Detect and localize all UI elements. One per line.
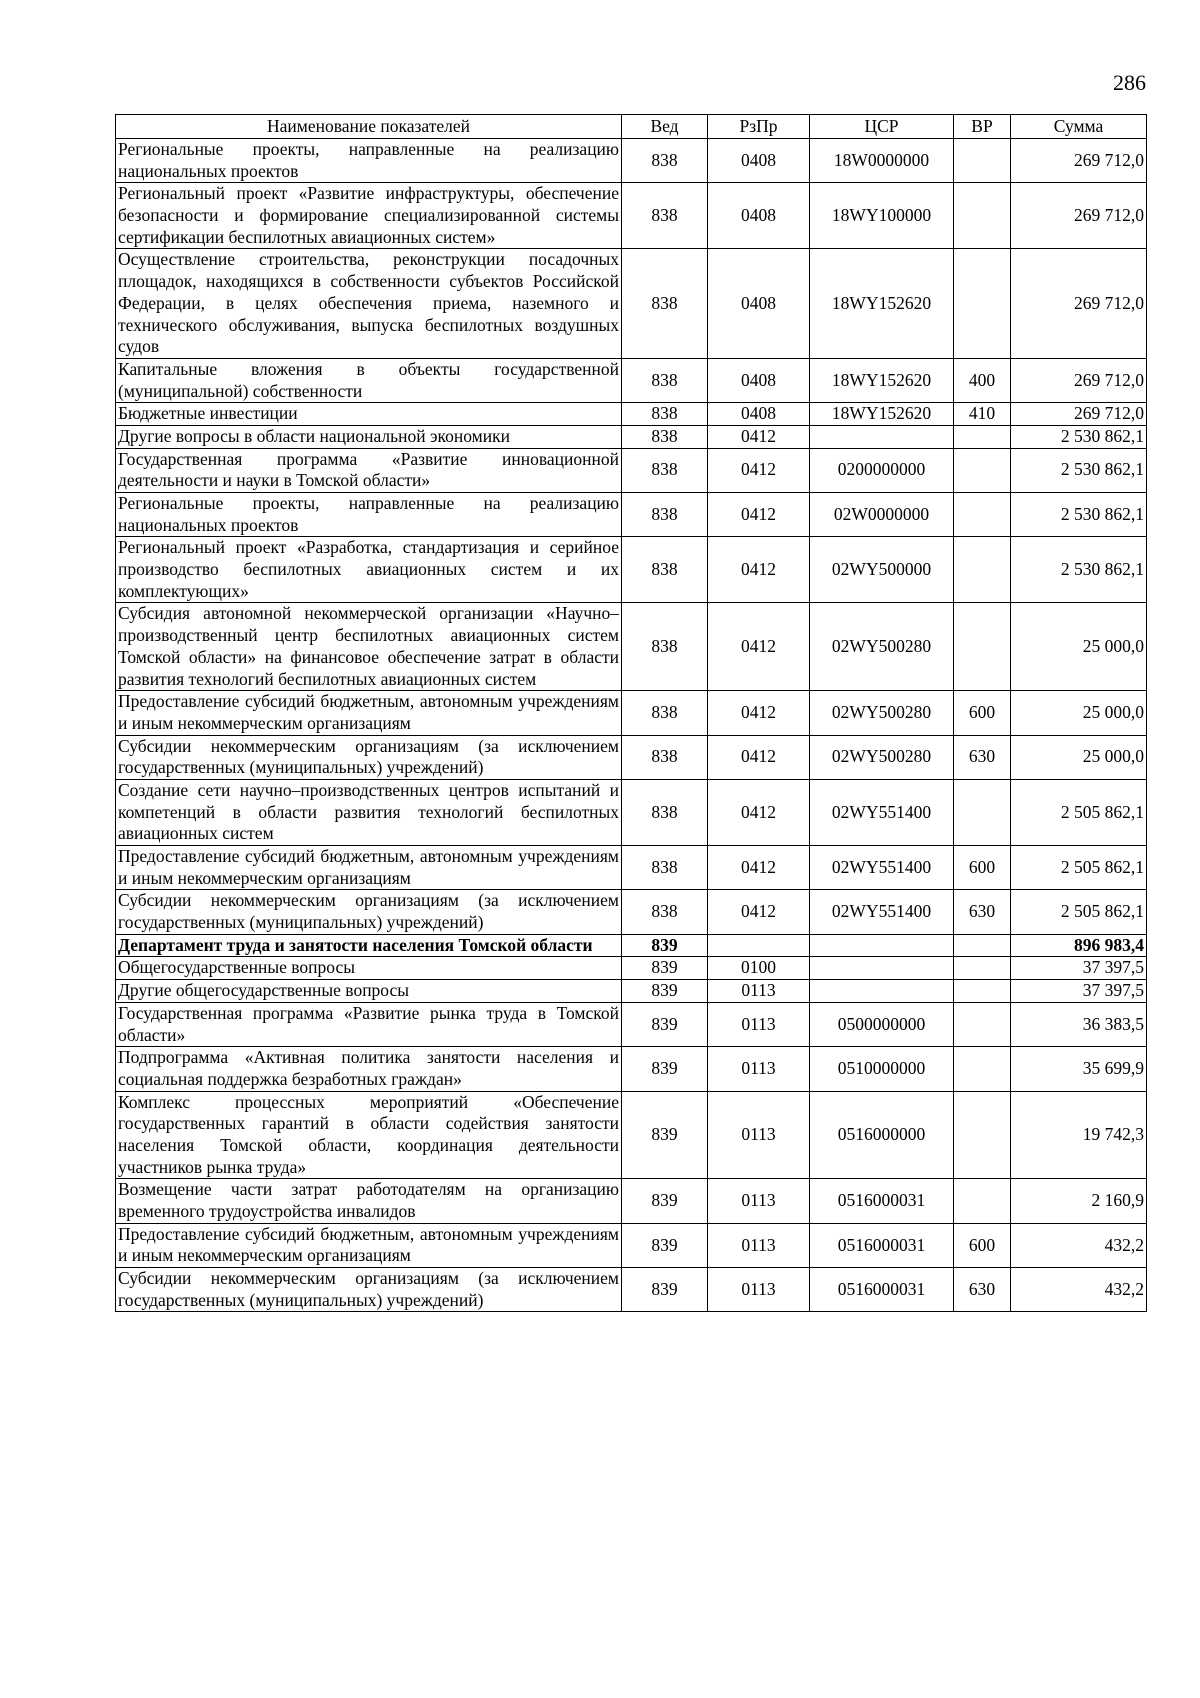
cell-ved: 838 [622, 183, 708, 249]
cell-csr: 02WY500280 [810, 691, 954, 735]
cell-sum: 36 383,5 [1011, 1002, 1147, 1046]
cell-vr [954, 603, 1011, 691]
cell-sum: 25 000,0 [1011, 735, 1147, 779]
cell-rzpr: 0412 [708, 493, 810, 537]
table-row [116, 779, 1147, 845]
cell-rzpr: 0113 [708, 1268, 810, 1312]
cell-sum: 269 712,0 [1011, 139, 1147, 183]
cell-name: Предоставление субсидий бюджетным, автономным учреждениям и иным некоммерческим организациям [116, 1223, 622, 1267]
cell-rzpr: 0412 [708, 691, 810, 735]
cell-sum: 269 712,0 [1011, 249, 1147, 358]
table-row [116, 425, 1147, 448]
cell-vr: 630 [954, 1268, 1011, 1312]
cell-vr [954, 139, 1011, 183]
table-row [116, 403, 1147, 426]
cell-rzpr: 0113 [708, 1091, 810, 1179]
cell-sum: 25 000,0 [1011, 603, 1147, 691]
cell-name: Создание сети научно–производственных центров испытаний и компетенций в области развития технологий беспилотных авиационных систем [116, 779, 622, 845]
table-row [116, 183, 1147, 249]
cell-sum: 432,2 [1011, 1223, 1147, 1267]
table-row [116, 603, 1147, 691]
cell-sum: 896 983,4 [1011, 934, 1147, 957]
cell-rzpr: 0408 [708, 249, 810, 358]
cell-sum: 2 530 862,1 [1011, 448, 1147, 492]
cell-rzpr: 0412 [708, 846, 810, 890]
cell-csr [810, 957, 954, 980]
cell-vr [954, 1091, 1011, 1179]
cell-sum: 37 397,5 [1011, 957, 1147, 980]
cell-name: Общегосударственные вопросы [116, 957, 622, 980]
table-row [116, 1223, 1147, 1267]
cell-vr: 600 [954, 1223, 1011, 1267]
cell-ved: 838 [622, 425, 708, 448]
cell-ved: 838 [622, 603, 708, 691]
cell-rzpr: 0412 [708, 779, 810, 845]
table-row [116, 249, 1147, 358]
cell-rzpr: 0412 [708, 537, 810, 603]
cell-csr: 18WY152620 [810, 358, 954, 402]
cell-vr [954, 448, 1011, 492]
cell-csr: 02WY500000 [810, 537, 954, 603]
cell-vr: 600 [954, 846, 1011, 890]
cell-name: Субсидии некоммерческим организациям (за исключением государственных (муниципальных) учреждений) [116, 890, 622, 934]
cell-csr [810, 934, 954, 957]
cell-name: Предоставление субсидий бюджетным, автономным учреждениям и иным некоммерческим организациям [116, 846, 622, 890]
cell-ved: 838 [622, 139, 708, 183]
cell-vr [954, 425, 1011, 448]
cell-sum: 35 699,9 [1011, 1047, 1147, 1091]
cell-rzpr: 0113 [708, 980, 810, 1003]
table-header-row [116, 115, 1147, 139]
table-row [116, 537, 1147, 603]
cell-sum: 25 000,0 [1011, 691, 1147, 735]
cell-ved: 838 [622, 403, 708, 426]
cell-csr: 02WY551400 [810, 890, 954, 934]
cell-ved: 839 [622, 1268, 708, 1312]
cell-sum: 432,2 [1011, 1268, 1147, 1312]
cell-rzpr: 0113 [708, 1179, 810, 1223]
cell-name: Возмещение части затрат работодателям на организацию временного трудоустройства инвалидов [116, 1179, 622, 1223]
cell-name: Капитальные вложения в объекты государственной (муниципальной) собственности [116, 358, 622, 402]
table-row [116, 980, 1147, 1003]
table-row [116, 358, 1147, 402]
cell-csr: 02WY551400 [810, 779, 954, 845]
cell-vr [954, 779, 1011, 845]
cell-vr [954, 957, 1011, 980]
cell-vr [954, 493, 1011, 537]
cell-sum: 2 160,9 [1011, 1179, 1147, 1223]
cell-ved: 839 [622, 1179, 708, 1223]
cell-name: Комплекс процессных мероприятий «Обеспечение государственных гарантий в области содействия занятости населения Томской области, координация деятельности участников рынка труда» [116, 1091, 622, 1179]
cell-csr: 0516000031 [810, 1223, 954, 1267]
cell-rzpr: 0412 [708, 603, 810, 691]
cell-sum: 269 712,0 [1011, 183, 1147, 249]
cell-name: Департамент труда и занятости населения Томской области [116, 934, 622, 957]
cell-rzpr [708, 934, 810, 957]
cell-ved: 839 [622, 1002, 708, 1046]
table-row [116, 691, 1147, 735]
header-vr: ВР [954, 115, 1011, 139]
cell-name: Субсидии некоммерческим организациям (за исключением государственных (муниципальных) учреждений) [116, 735, 622, 779]
cell-ved: 838 [622, 890, 708, 934]
cell-rzpr: 0113 [708, 1002, 810, 1046]
cell-rzpr: 0113 [708, 1223, 810, 1267]
header-sum: Сумма [1011, 115, 1147, 139]
cell-csr: 18WY100000 [810, 183, 954, 249]
cell-csr: 18WY152620 [810, 403, 954, 426]
cell-rzpr: 0412 [708, 425, 810, 448]
cell-rzpr: 0100 [708, 957, 810, 980]
cell-name: Региональные проекты, направленные на реализацию национальных проектов [116, 493, 622, 537]
cell-vr: 400 [954, 358, 1011, 402]
cell-csr [810, 425, 954, 448]
cell-ved: 839 [622, 1223, 708, 1267]
cell-ved: 838 [622, 846, 708, 890]
cell-sum: 2 530 862,1 [1011, 493, 1147, 537]
cell-name: Региональный проект «Разработка, стандартизация и серийное производство беспилотных авиационных систем и их комплектующих» [116, 537, 622, 603]
cell-ved: 838 [622, 493, 708, 537]
header-rzpr: РзПр [708, 115, 810, 139]
cell-ved: 839 [622, 957, 708, 980]
table-row [116, 846, 1147, 890]
header-name: Наименование показателей [116, 115, 622, 139]
cell-rzpr: 0408 [708, 183, 810, 249]
cell-sum: 2 530 862,1 [1011, 425, 1147, 448]
table-row [116, 139, 1147, 183]
table-body [116, 139, 1147, 1312]
table-row [116, 1002, 1147, 1046]
cell-rzpr: 0408 [708, 403, 810, 426]
cell-csr: 0200000000 [810, 448, 954, 492]
cell-name: Бюджетные инвестиции [116, 403, 622, 426]
cell-csr: 02WY500280 [810, 735, 954, 779]
cell-name: Государственная программа «Развитие инновационной деятельности и науки в Томской области» [116, 448, 622, 492]
cell-csr: 0510000000 [810, 1047, 954, 1091]
table-row [116, 1047, 1147, 1091]
cell-csr: 0516000031 [810, 1268, 954, 1312]
cell-ved: 838 [622, 537, 708, 603]
table-row [116, 1179, 1147, 1223]
cell-ved: 838 [622, 691, 708, 735]
cell-name: Региональный проект «Развитие инфраструктуры, обеспечение безопасности и формирование специализированной системы сертификации беспилотных авиационных систем» [116, 183, 622, 249]
cell-ved: 838 [622, 735, 708, 779]
cell-sum: 269 712,0 [1011, 403, 1147, 426]
cell-name: Предоставление субсидий бюджетным, автономным учреждениям и иным некоммерческим организациям [116, 691, 622, 735]
cell-csr: 18WY152620 [810, 249, 954, 358]
header-csr: ЦСР [810, 115, 954, 139]
cell-rzpr: 0412 [708, 735, 810, 779]
table-row [116, 1268, 1147, 1312]
cell-csr: 02WY500280 [810, 603, 954, 691]
cell-name: Региональные проекты, направленные на реализацию национальных проектов [116, 139, 622, 183]
table-row [116, 934, 1147, 957]
cell-rzpr: 0113 [708, 1047, 810, 1091]
cell-sum: 19 742,3 [1011, 1091, 1147, 1179]
cell-vr: 630 [954, 890, 1011, 934]
cell-ved: 839 [622, 1047, 708, 1091]
cell-sum: 2 505 862,1 [1011, 779, 1147, 845]
table-row [116, 448, 1147, 492]
table-row [116, 1091, 1147, 1179]
cell-ved: 838 [622, 358, 708, 402]
cell-vr [954, 1002, 1011, 1046]
cell-vr [954, 1179, 1011, 1223]
cell-vr [954, 249, 1011, 358]
cell-csr: 02W0000000 [810, 493, 954, 537]
cell-sum: 37 397,5 [1011, 980, 1147, 1003]
cell-ved: 838 [622, 448, 708, 492]
cell-csr: 0516000000 [810, 1091, 954, 1179]
cell-ved: 839 [622, 980, 708, 1003]
cell-vr [954, 537, 1011, 603]
cell-csr [810, 980, 954, 1003]
cell-rzpr: 0408 [708, 139, 810, 183]
budget-table [115, 114, 1147, 1312]
cell-vr: 410 [954, 403, 1011, 426]
cell-rzpr: 0412 [708, 448, 810, 492]
cell-vr [954, 1047, 1011, 1091]
page-number: 286 [1113, 70, 1146, 95]
header-ved: Вед [622, 115, 708, 139]
table-row [116, 890, 1147, 934]
cell-name: Субсидия автономной некоммерческой организации «Научно–производственный центр беспилотных авиационных систем Томской области» на финансовое обеспечение затрат в области развития технологий беспилотных авиационных систем [116, 603, 622, 691]
cell-vr [954, 934, 1011, 957]
cell-name: Подпрограмма «Активная политика занятости населения и социальная поддержка безработных граждан» [116, 1047, 622, 1091]
cell-ved: 838 [622, 249, 708, 358]
cell-csr: 02WY551400 [810, 846, 954, 890]
cell-sum: 2 530 862,1 [1011, 537, 1147, 603]
cell-csr: 0516000031 [810, 1179, 954, 1223]
cell-sum: 269 712,0 [1011, 358, 1147, 402]
cell-ved: 838 [622, 779, 708, 845]
cell-rzpr: 0408 [708, 358, 810, 402]
cell-vr [954, 980, 1011, 1003]
table-row [116, 957, 1147, 980]
cell-vr: 630 [954, 735, 1011, 779]
table-row [116, 735, 1147, 779]
table-row [116, 493, 1147, 537]
cell-ved: 839 [622, 1091, 708, 1179]
cell-name: Осуществление строительства, реконструкции посадочных площадок, находящихся в собственности субъектов Российской Федерации, в целях обеспечения приема, наземного и технического обслуживания, выпуска беспилотных воздушных судов [116, 249, 622, 358]
cell-name: Другие общегосударственные вопросы [116, 980, 622, 1003]
cell-ved: 839 [622, 934, 708, 957]
cell-csr: 18W0000000 [810, 139, 954, 183]
cell-name: Субсидии некоммерческим организациям (за исключением государственных (муниципальных) учреждений) [116, 1268, 622, 1312]
cell-name: Другие вопросы в области национальной экономики [116, 425, 622, 448]
cell-name: Государственная программа «Развитие рынка труда в Томской области» [116, 1002, 622, 1046]
cell-vr [954, 183, 1011, 249]
cell-csr: 0500000000 [810, 1002, 954, 1046]
cell-vr: 600 [954, 691, 1011, 735]
cell-sum: 2 505 862,1 [1011, 890, 1147, 934]
cell-sum: 2 505 862,1 [1011, 846, 1147, 890]
cell-rzpr: 0412 [708, 890, 810, 934]
